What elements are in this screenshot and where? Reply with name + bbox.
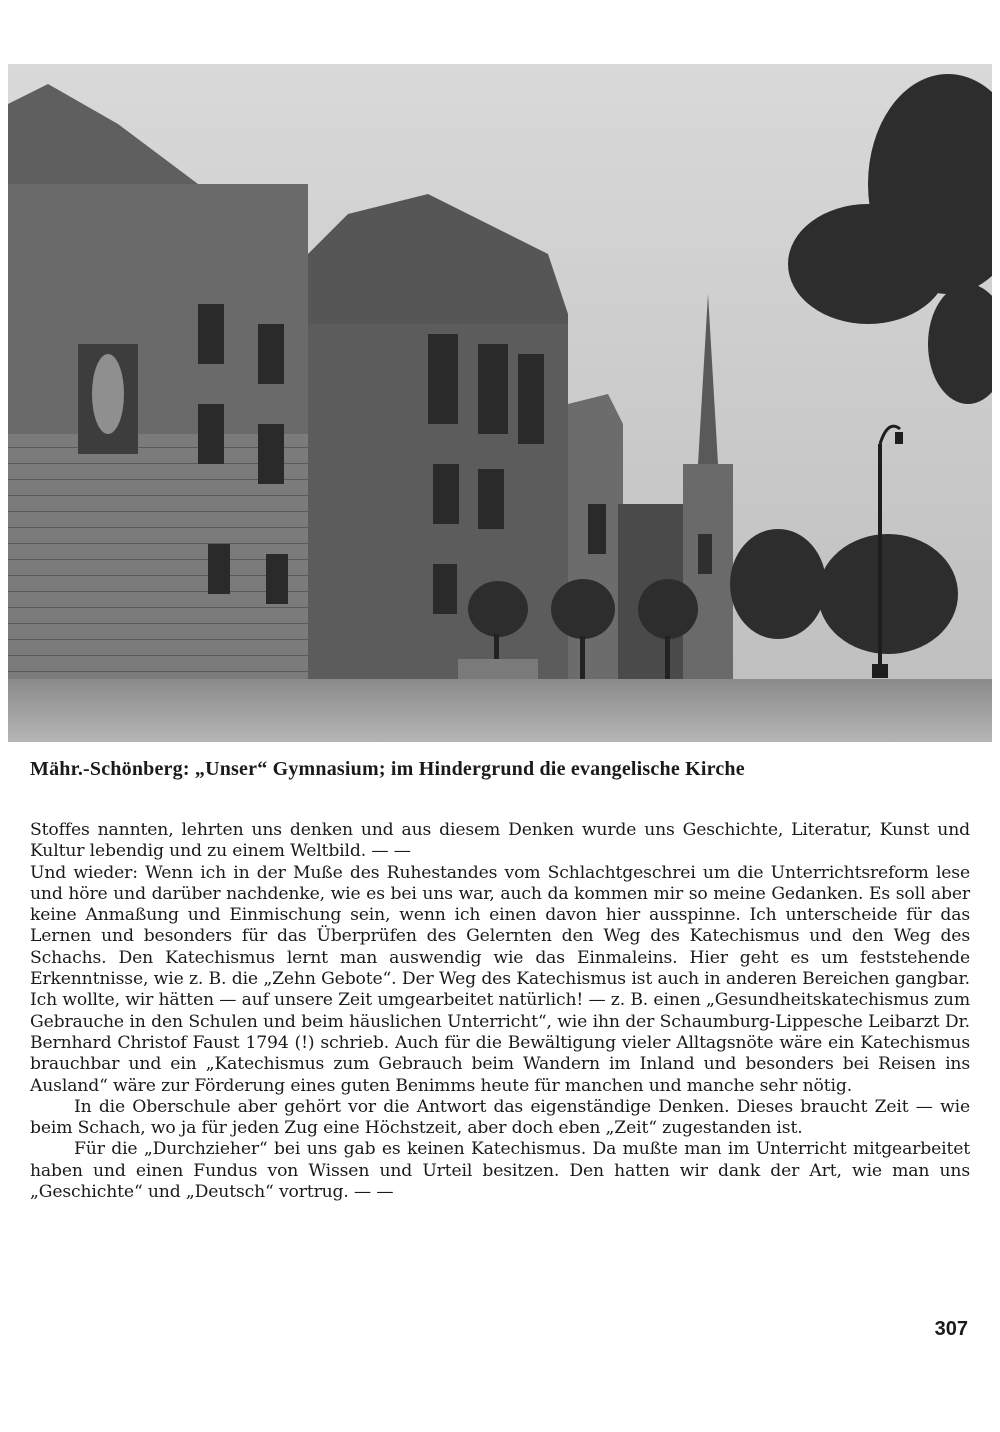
paragraph-3: In die Oberschule aber gehört vor die Antwort das eigenständige Denken. Dieses braucht Zeit — wie beim Schach, wo ja für jeden Zug eine Höchstzeit, aber doch eben „Zeit“ zugestanden ist.: [30, 1096, 970, 1139]
gymnasium-photograph: [8, 64, 992, 742]
article-body: [30, 820, 970, 1203]
paragraph-1: Stoffes nannten, lehrten uns denken und aus diesem Denken wurde uns Geschichte, Literatur, Kunst und Kultur lebendig und zu einem Weltbild. — —: [30, 820, 970, 862]
page-number: 307: [934, 1318, 968, 1340]
paragraph-2: Und wieder: Wenn ich in der Muße des Ruhestandes vom Schlachtgeschrei um die Unterrichtsreform lese und höre und darüber nachdenke, wie es bei uns war, auch da kommen mir so meine Gedanken. Es soll aber keine Anmaßung und Einmischung sein, wenn ich einen davon hier ausspinne. Ich unterscheide für das Lernen und besonders für das Überprüfen des Gelernten den Weg des Katechismus und den Weg des Schachs. Den Katechismus lernt man auswendig wie das Einmaleins. Hier geht es um feststehende Erkenntnisse, wie z. B. die „Zehn Gebote“. Der Weg des Katechismus ist auch in anderen Bereichen gangbar. Ich wollte, wir hätten — auf unsere Zeit umgearbeitet natürlich! — z. B. einen „Gesundheitskatechismus zum Gebrauche in den Schulen und beim häuslichen Unterricht“, wie ihn der Schaumburg-Lippesche Leibarzt Dr. Bernhard Christof Faust 1794 (!) schrieb. Auch für die Bewältigung vieler Alltagsnöte wäre ein Katechismus brauchbar und ein „Katechismus zum Gebrauch beim Wandern im Inland und besonders bei Reisen ins Ausland“ wäre zur Förderung eines guten Benimms heute für manchen und manche sehr nötig.: [30, 862, 970, 1096]
photo-caption: Mähr.-Schönberg: „Unser“ Gymnasium; im Hindergrund die evangelische Kirche: [30, 758, 745, 780]
paragraph-4: Für die „Durchzieher“ bei uns gab es keinen Katechismus. Da mußte man im Unterricht mitgearbeitet haben und einen Fundus von Wissen und Urteil besitzen. Den hatten wir dank der Art, wie man uns „Geschichte“ und „Deutsch“ vortrug. — —: [30, 1139, 970, 1203]
photograph-icon: [8, 64, 992, 742]
